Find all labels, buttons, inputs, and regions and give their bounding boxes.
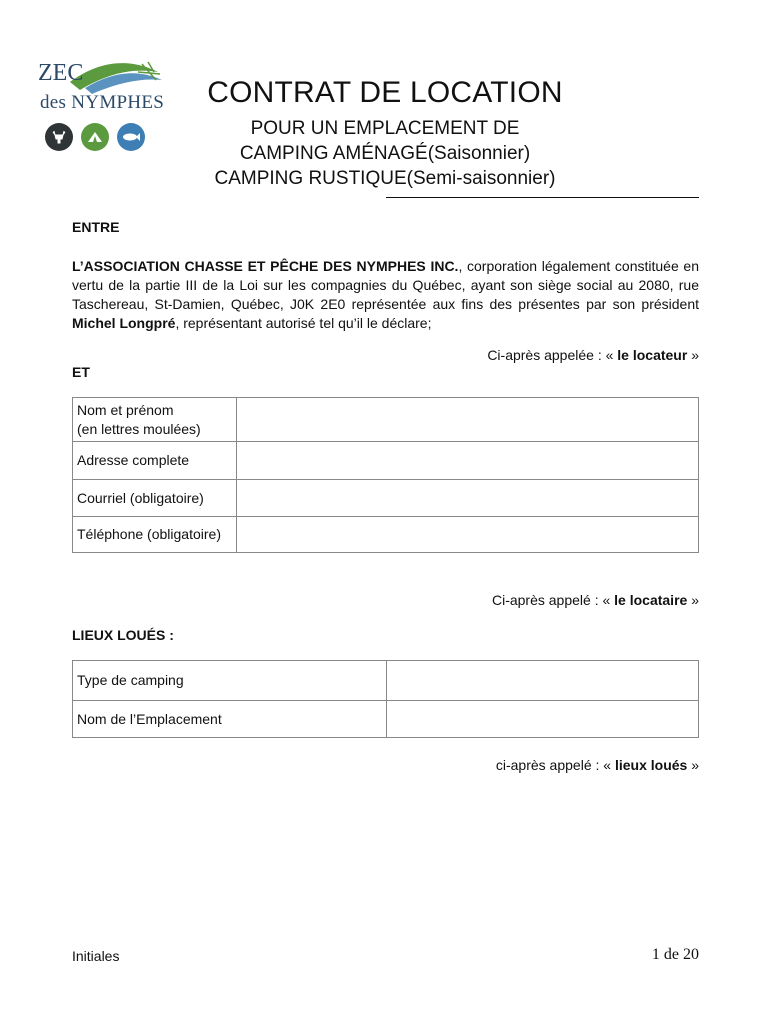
subtitle-line: POUR UN EMPLACEMENT DE <box>250 118 520 139</box>
field-label: Nom et prénom (en lettres moulées) <box>73 398 237 442</box>
telephone-field[interactable] <box>237 517 699 553</box>
contract-title: CONTRAT DE LOCATION <box>207 76 563 109</box>
title-underline <box>386 197 699 198</box>
locataire-label: le locataire <box>614 592 688 608</box>
field-label: Téléphone (obligatoire) <box>73 517 237 553</box>
table-row <box>73 480 699 517</box>
table-row <box>73 661 699 701</box>
field-label: Courriel (obligatoire) <box>73 480 237 517</box>
initials-label: Initiales <box>72 948 120 964</box>
subtitle-line: CAMPING AMÉNAGÉ(Saisonnier) <box>239 143 531 164</box>
logo-line2: des NYMPHES <box>40 92 165 113</box>
locateur-label: le locateur <box>617 347 688 363</box>
entre-heading: ENTRE <box>72 219 120 235</box>
page-number: 1 de 20 <box>651 946 699 963</box>
table-row <box>73 442 699 480</box>
locateur-designation: Ci-après appelée : « le locateur » <box>487 347 699 363</box>
contract-subtitle <box>180 116 590 191</box>
nom-prenom-field[interactable] <box>237 398 699 442</box>
lieux-label: lieux loués <box>614 757 688 773</box>
party-text: , corporation légalement constituée en vertu de la partie III de la Loi sur les compagnies du Québec, ayant son siège social au 2080, rue Taschereau, St-Damien, Québec, J0K 2E0 représentée aux fins des présentes par son président <box>72 258 699 312</box>
type-camping-field[interactable] <box>387 661 699 701</box>
subtitle-line: CAMPING RUSTIQUE(Semi-saisonnier) <box>214 168 556 189</box>
adresse-field[interactable] <box>237 442 699 480</box>
party-text-end: , représentant autorisé tel qu’il le déclare; <box>175 315 432 331</box>
field-label: Type de camping <box>73 661 387 701</box>
entre-paragraph <box>72 257 699 333</box>
logo-icons <box>45 123 145 151</box>
zec-logo <box>30 50 170 160</box>
party-name: L’ASSOCIATION CHASSE ET PÊCHE DES NYMPHES INC. <box>72 258 459 274</box>
locataire-form <box>72 397 699 553</box>
table-row <box>73 398 699 442</box>
fish-icon <box>117 123 145 151</box>
locataire-table <box>72 397 699 553</box>
lieux-table <box>72 660 699 738</box>
lieux-form <box>72 660 699 738</box>
field-label: Nom de l’Emplacement <box>73 701 387 738</box>
field-label: Adresse complete <box>73 442 237 480</box>
tent-icon <box>81 123 109 151</box>
locataire-designation: Ci-après appelé : « le locataire » <box>491 592 699 608</box>
table-row <box>73 701 699 738</box>
nom-emplacement-field[interactable] <box>387 701 699 738</box>
table-row <box>73 517 699 553</box>
moose-icon <box>45 123 73 151</box>
title-block <box>180 76 590 191</box>
et-heading: ET <box>72 364 90 380</box>
president-name: Michel Longpré <box>72 315 176 331</box>
lieux-designation: ci-après appelé : « lieux loués » <box>495 757 699 773</box>
courriel-field[interactable] <box>237 480 699 517</box>
logo-line1: ZEC <box>38 60 84 86</box>
lieux-heading: LIEUX LOUÉS : <box>72 627 174 643</box>
